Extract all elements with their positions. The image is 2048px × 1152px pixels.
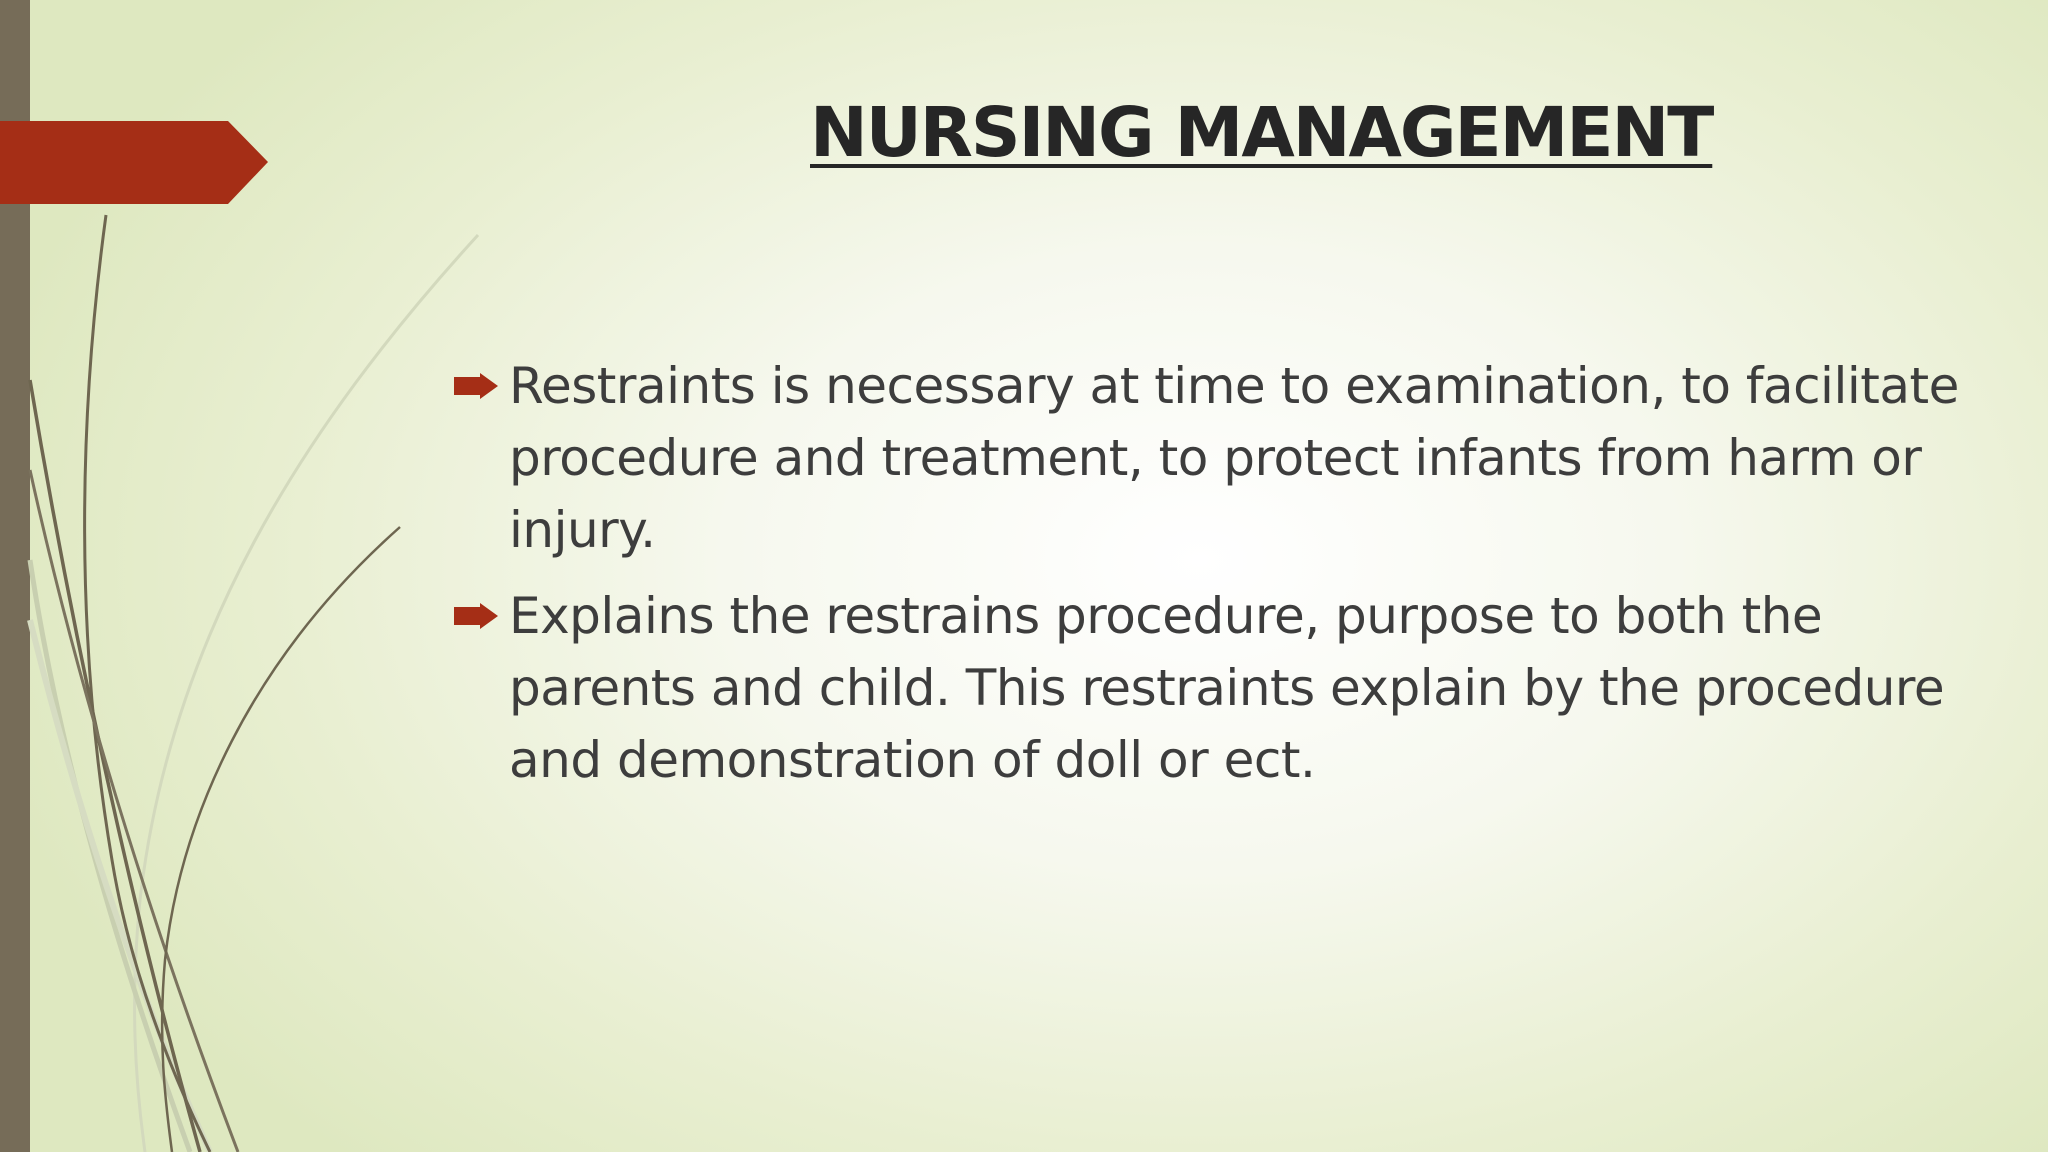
arrow-bullet-icon (454, 603, 498, 629)
slide-title: NURSING MANAGEMENT (810, 93, 1713, 173)
bullet-item (454, 350, 1994, 566)
bullet-text: Restraints is necessary at time to examination, to facilitate procedure and treatment, to protect infants from harm or injury. (509, 357, 1959, 559)
arrow-bullet-icon (454, 373, 498, 399)
bullet-text: Explains the restrains procedure, purpose to both the parents and child. This restraints explain by the procedure and demonstration of doll or ect. (509, 587, 1945, 789)
bullet-item (454, 580, 1994, 796)
accent-arrow-banner (0, 121, 268, 204)
decorative-strand (30, 380, 200, 1152)
bullet-list (454, 350, 1994, 810)
decorative-strand (162, 527, 400, 1152)
